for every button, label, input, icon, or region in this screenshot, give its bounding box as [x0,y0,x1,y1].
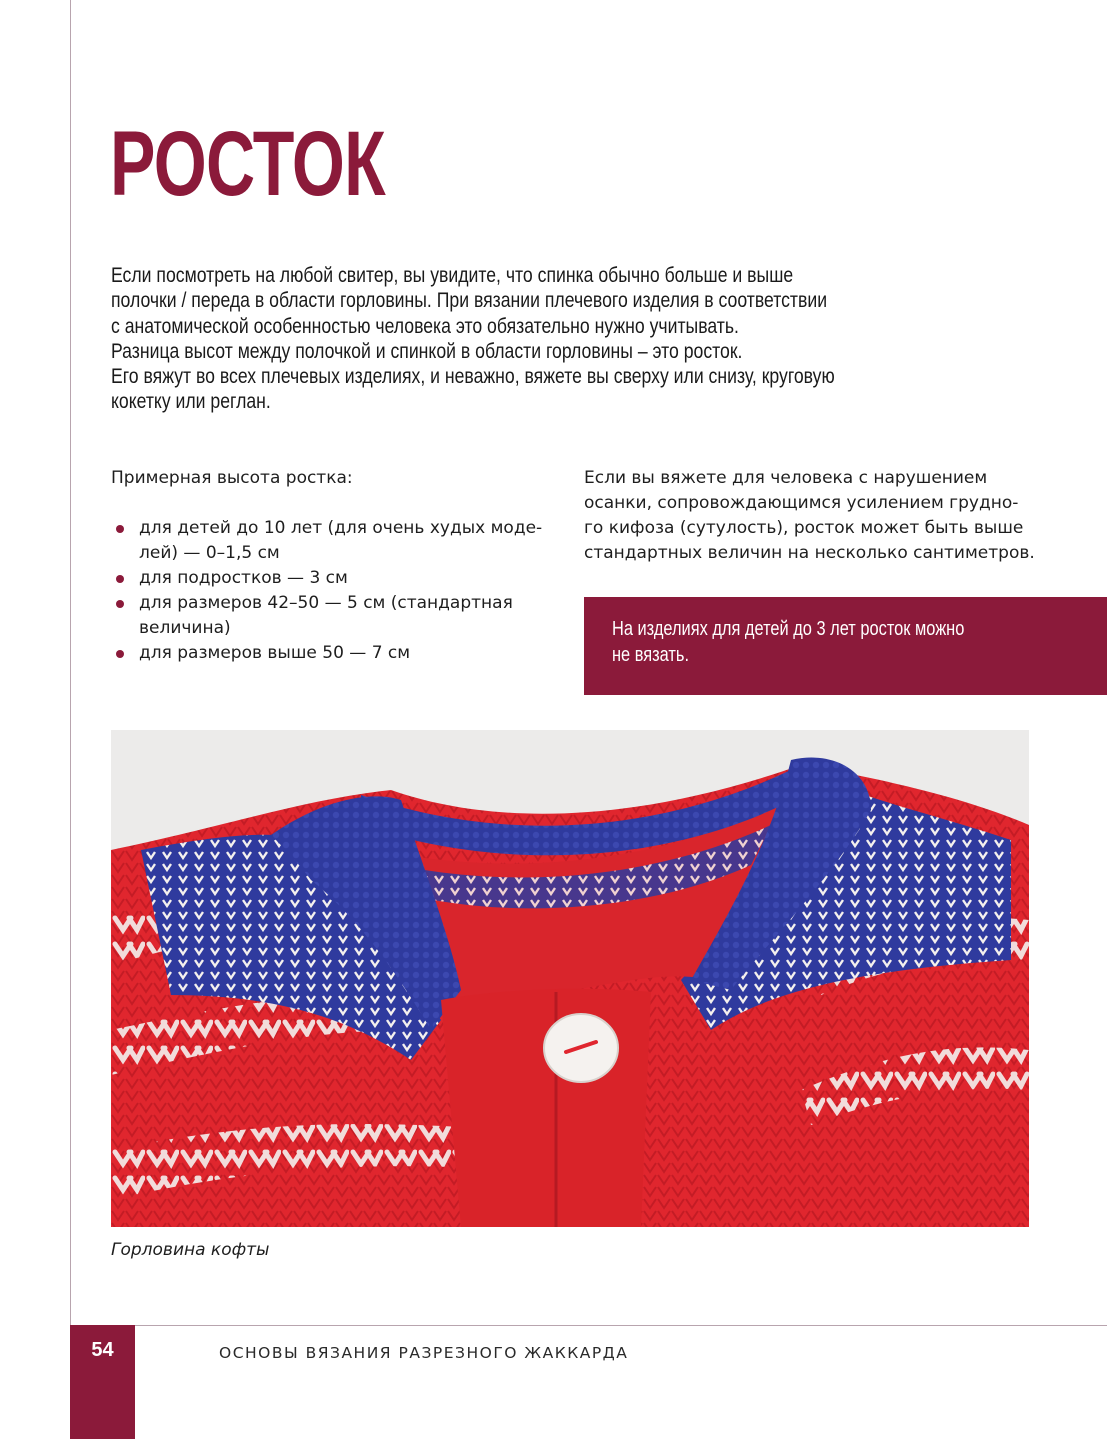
button-placket [441,989,651,1227]
intro-line: Разница высот между полочкой и спинкой в области горловины – это росток. [111,338,743,363]
running-title: ОСНОВЫ ВЯЗАНИЯ РАЗРЕЗНОГО ЖАККАРДА [219,1344,629,1362]
intro-line: Если посмотреть на любой свитер, вы увидите, что спинка обычно больше и выше [111,263,794,287]
list-item-line: для детей до 10 лет (для очень худых моде- [139,518,543,538]
list-lead: Примерная высота ростка: [111,468,353,488]
photo-caption: Горловина кофты [111,1240,270,1260]
list-item [111,591,551,641]
note-line: не вязать. [612,644,690,666]
posture-line: стандартных величин на несколько сантиметров. [584,543,1035,563]
list-item [111,641,551,666]
list-item-line: для размеров 42–50 — 5 см (стандартная [139,593,513,613]
note-callout [584,597,1107,695]
posture-line: Если вы вяжете для человека с нарушением [584,468,988,488]
intro-line: Его вяжут во всех плечевых изделиях, и неважно, вяжете вы сверху или снизу, круговую [111,364,835,389]
posture-paragraph [584,466,1054,566]
page-title: РОСТОК [110,113,385,215]
posture-line: осанки, сопровождающимся усилением грудно- [584,493,1019,513]
intro-line: кокетку или реглан. [111,389,271,414]
sweater-neckline-photo [111,730,1029,1227]
intro-line: полочки / переда в области горловины. При вязании плечевого изделия в соответствии [111,288,828,313]
height-list [111,516,551,666]
list-item [111,516,551,566]
note-text [612,616,1071,668]
height-list-section [111,466,551,666]
intro-line: с анатомической особенностью человека это обязательно нужно учитывать. [111,313,739,338]
note-line: На изделиях для детей до 3 лет росток можно [612,618,965,640]
page-number: 54 [91,1339,114,1361]
list-item-line: для размеров выше 50 — 7 см [139,643,411,663]
list-item-line: величина) [139,618,231,638]
list-item [111,566,551,591]
intro-paragraph [111,263,931,415]
page-number-tab [70,1325,135,1439]
page-margin-line [70,0,71,1325]
footer-rule [70,1325,1107,1326]
list-item-line: для подростков — 3 см [139,568,348,588]
list-item-line: лей) — 0–1,5 см [139,543,280,563]
posture-line: го кифоза (сутулость), росток может быть выше [584,518,1024,538]
